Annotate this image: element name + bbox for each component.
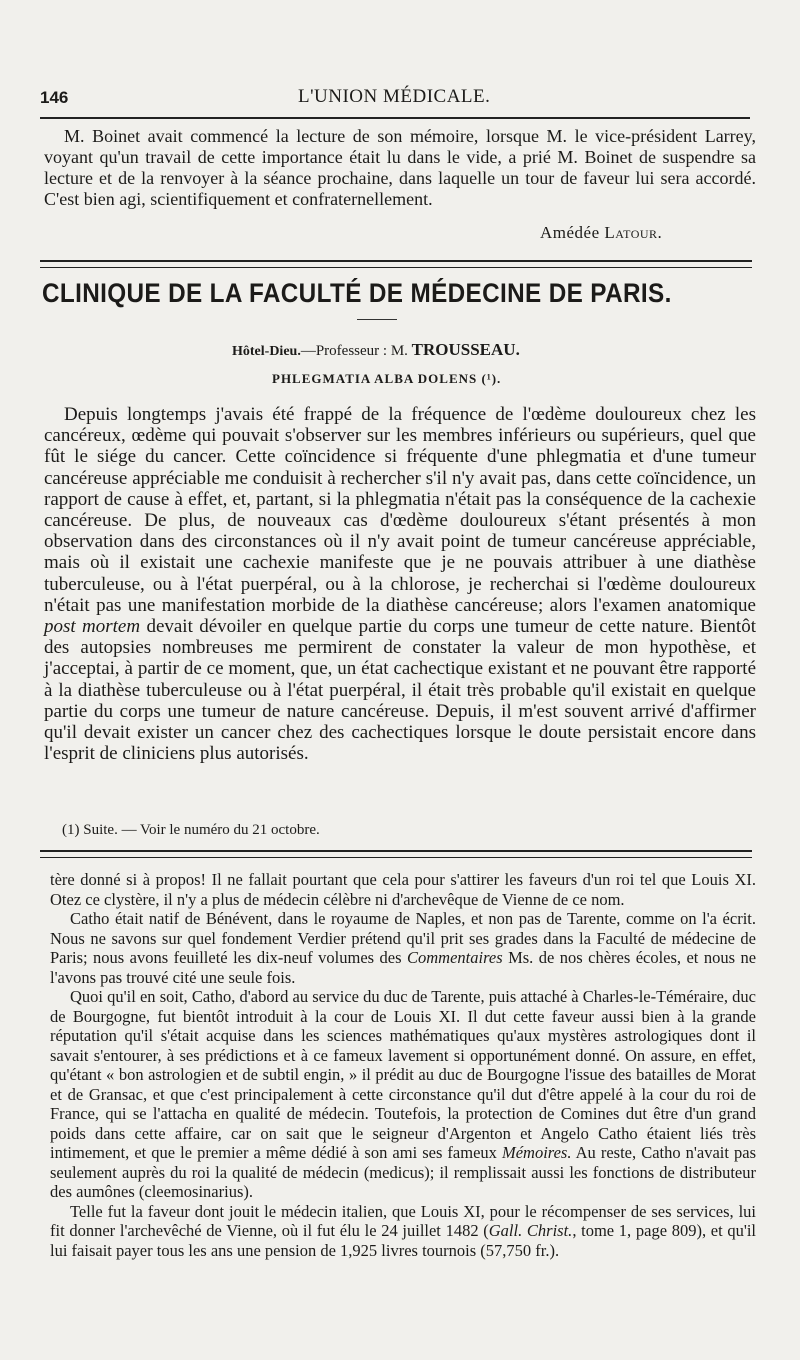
feuilleton-divider — [40, 850, 752, 858]
intro-paragraph: M. Boinet avait commencé la lecture de son mémoire, lorsque M. le vice-président Larrey, voyant qu'un travail de cette importance était lu dans le vide, a prié M. Boinet de suspendre sa lecture et de la renvoyer à la séance prochaine, dans laquelle un tour de faveur lui sera accordé. C'est bien agi, scientifiquement et confraternellement. — [44, 126, 756, 209]
feuilleton-p4-italic: Gall. Christ. — [488, 1221, 573, 1240]
feuilleton-p3-italic: Mémoires. — [501, 1143, 572, 1162]
feuilleton-p3-text-b: Au reste, Catho n'avait pas seulement auprès du roi la qualité de médecin (medicus); il remplissait aussi les fonctions de distributeur des aumônes (cleemosinarius). — [50, 1143, 757, 1201]
professor-label: —Professeur : M. — [300, 343, 408, 359]
feuilleton-paragraph-4 — [50, 1202, 756, 1261]
feuilleton-p2-text-a: Catho était natif de Bénévent, dans le royaume de Naples, et non pas de Tarente, comme on l'a écrit. Nous ne savons sur quel fondement Verdier prétend qu'il prit ses grades dans la Faculté de médecine de Paris; nous avons feuilleté les dix-neuf volumes des — [50, 909, 756, 967]
feuilleton-text — [50, 870, 756, 1260]
article-paragraph — [44, 404, 756, 764]
header-rule — [40, 117, 750, 119]
title-dash — [357, 319, 397, 320]
footnote: (1) Suite. — Voir le numéro du 21 octobre. — [62, 822, 320, 838]
article-body-part1: Depuis longtemps j'avais été frappé de la fréquence de l'œdème douloureux chez les cancéreux, œdème qui pouvait s'observer sur les membres inférieurs ou supérieurs, quel que fût le siége du cancer. Cette coïncidence si fréquente d'une phlegmatia et d'une tumeur cancéreuse appréciable me conduisit à rechercher s'il n'y avait pas, dans cette coïncidence, un rapport de cause à effet, et, partant, si la phlegmatia n'était pas la conséquence de la cachexie cancéreuse. De plus, de nouveaux cas d'œdème douloureux s'étant présentés à mon observation dans des circonstances où il n'y avait point de tumeur cancéreuse appréciable, mais où il existait une cachexie manifeste que je ne pouvais attribuer à une diathèse tuberculeuse, ou à l'état puerpéral, ou à la chlorose, je recherchai si l'œdème douloureux n'était pas une manifestation morbide de la diathèse cancéreuse; alors l'examen anatomique — [44, 404, 756, 616]
page-number: 146 — [40, 88, 69, 107]
clinic-location: Hôtel-Dieu. — [232, 344, 301, 359]
signature-last-name: Latour. — [604, 223, 663, 242]
article-subheading: PHLEGMATIA ALBA DOLENS (¹). — [272, 371, 502, 386]
clinic-line — [232, 340, 520, 360]
feuilleton-p3-text-a: Quoi qu'il en soit, Catho, d'abord au service du duc de Tarente, puis attaché à Charles-le-Téméraire, duc de Bourgogne, fut bientôt introduit à la cour de Louis XI. Il dut cette faveur aussi bien à la grande réputation qu'il s'était acquise dans les sciences mathématiques qu'aux mystères astrologiques dont il savait s'entourer, à ses prédictions et à ce fameux lavement si opportunément donné. On assure, en effet, qu'étant « bon astrologien et de subtil engin, » il prédit au duc de Bourgogne l'issue des batailles de Morat et de Gransac, et que c'est principalement à cette circonstance qu'il dut d'être appelé à la cour du roi de France, qui se l'attacha en qualité de médecin. Toutefois, la protection de Comines dut être d'un grand poids dans cette affaire, car on sait que le seigneur d'Argenton et Angelo Catho étaient liés très intimement, et que le premier a même dédié à son ami ses fameux — [50, 987, 756, 1162]
article-title: CLINIQUE DE LA FACULTÉ DE MÉDECINE DE PARIS. — [42, 278, 672, 308]
feuilleton-paragraph-3 — [50, 987, 756, 1202]
running-title: L'UNION MÉDICALE. — [298, 86, 491, 107]
section-divider — [40, 260, 752, 268]
signature-first-name: Amédée — [540, 223, 600, 242]
article-body-part2: devait dévoiler en quelque partie du corps une tumeur de cette nature. Bientôt des autopsies nombreuses me permirent de constater la valeur de mon hypothèse, et j'acceptai, à partir de ce moment, que, un état cachectique existant et ne pouvant être rapporté à la diathèse tuberculeuse ou à l'état puerpéral, il était très probable qu'il existait en quelque partie du corps une tumeur de nature cancéreuse. Depuis, il m'est souvent arrivé d'affirmer qu'il devait exister un cancer chez des cachectiques lorsque le doute persistait encore dans l'esprit de cliniciens plus autorisés. — [44, 616, 756, 765]
feuilleton-paragraph-1: tère donné si à propos! Il ne fallait pourtant que cela pour s'attirer les faveurs d'un roi tel que Louis XI. Otez ce clystère, il n'y a plus de médecin célèbre ni d'archevêque de Vienne de ce nom. — [50, 870, 756, 909]
signature — [540, 223, 662, 243]
article-body-italic: post mortem — [44, 616, 141, 638]
feuilleton-p2-italic: Commentaires — [406, 948, 503, 967]
professor-name: TROUSSEAU. — [411, 340, 520, 359]
page-header — [40, 84, 748, 114]
feuilleton-p4-text-b: , tome 1, page 809), et qu'il lui faisait payer tous les ans une pension de 1,925 livres tournois (57,750 fr.). — [50, 1221, 756, 1260]
article-body — [44, 404, 756, 764]
feuilleton-p4-text-a: Telle fut la faveur dont jouit le médecin italien, que Louis XI, pour le récompenser de ses services, lui fit donner l'archevêché de Vienne, où il fut élu le 24 juillet 1482 ( — [50, 1201, 756, 1240]
feuilleton-p2-text-b: Ms. de nos chères écoles, et nous ne l'avons pas trouvé cité une seule fois. — [50, 948, 757, 987]
feuilleton-paragraph-2 — [50, 909, 756, 987]
